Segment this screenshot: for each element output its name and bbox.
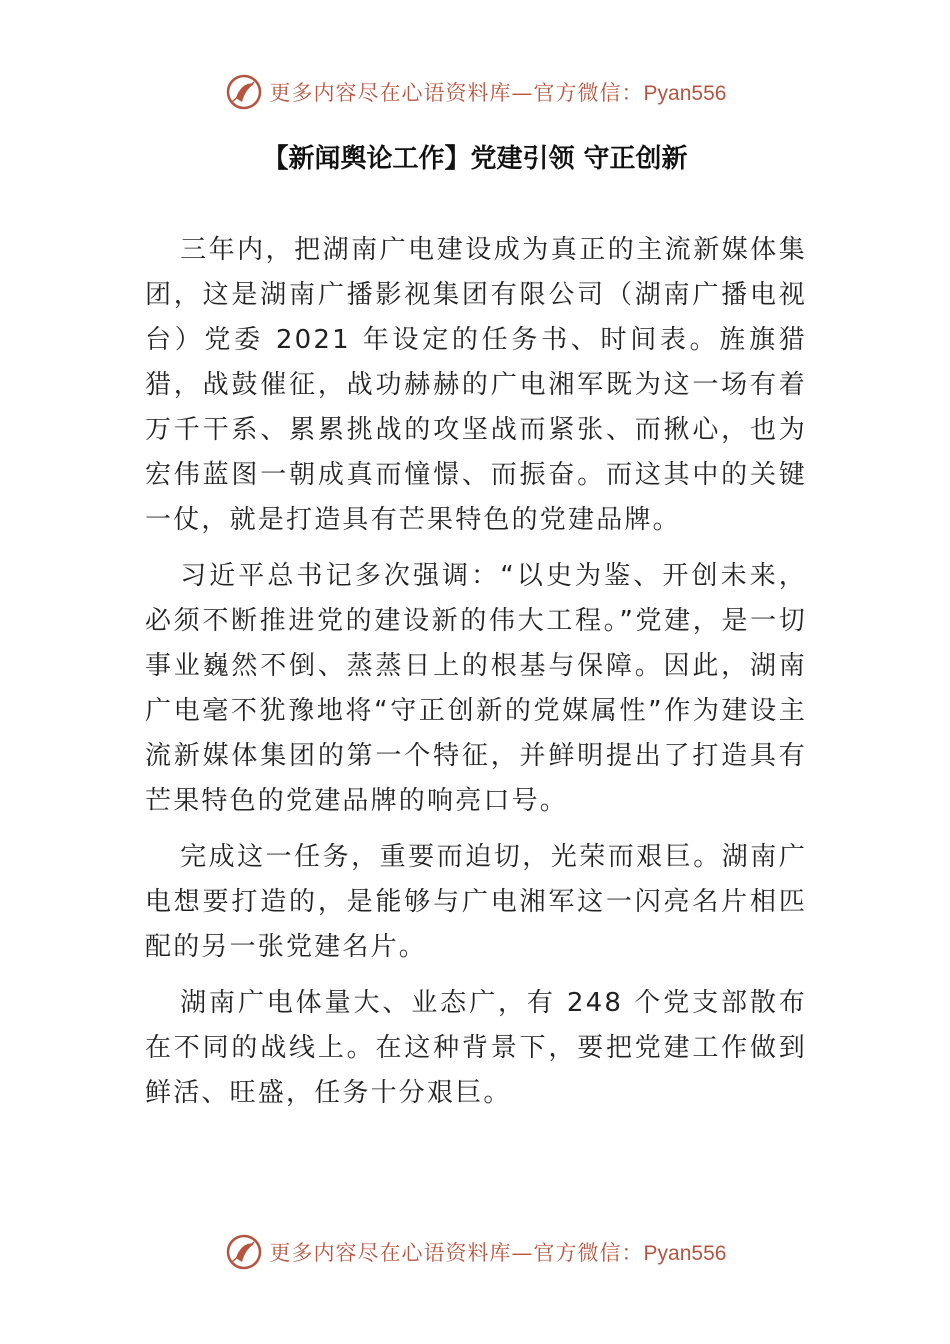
- paragraph-1: 三年内，把湖南广电建设成为真正的主流新媒体集团，这是湖南广播影视集团有限公司（湖南广播电视台）党委 2021 年设定的任务书、时间表。旌旗猎猎，战鼓催征，战功赫赫的广电湘军既为这一场有着万千干系、累累挑战的攻坚战而紧张、而揪心，也为宏伟蓝图一朝成真而憧憬、而振奋。而这其中的关键一仗，就是打造具有芒果特色的党建品牌。: [145, 235, 807, 535]
- document-body: [145, 228, 807, 1127]
- footer-watermark: [0, 1232, 950, 1272]
- paragraph-3: 完成这一任务，重要而迫切，光荣而艰巨。湖南广电想要打造的，是能够与广电湘军这一闪亮名片相匹配的另一张党建名片。: [145, 842, 807, 962]
- brand-logo-icon: [224, 1232, 264, 1272]
- paragraph-4: 湖南广电体量大、业态广，有 248 个党支部散布在不同的战线上。在这种背景下，要把党建工作做到鲜活、旺盛，任务十分艰巨。: [145, 988, 807, 1108]
- watermark-text: 更多内容尽在心语资料库—官方微信：Pyan556: [269, 1241, 727, 1265]
- watermark-text: 更多内容尽在心语资料库—官方微信：Pyan556: [269, 81, 727, 105]
- watermark-wechat-id: Pyan556: [643, 1242, 727, 1265]
- brand-logo-icon: [224, 72, 264, 112]
- watermark-wechat-id: Pyan556: [643, 82, 727, 105]
- paragraph-2: 习近平总书记多次强调：“以史为鉴、开创未来，必须不断推进党的建设新的伟大工程。”党建，是一切事业巍然不倒、蒸蒸日上的根基与保障。因此，湖南广电毫不犹豫地将“守正创新的党媒属性”作为建设主流新媒体集团的第一个特征，并鲜明提出了打造具有芒果特色的党建品牌的响亮口号。: [145, 561, 807, 816]
- header-watermark: [0, 72, 950, 112]
- document-title: 【新闻舆论工作】党建引领 守正创新: [262, 144, 688, 174]
